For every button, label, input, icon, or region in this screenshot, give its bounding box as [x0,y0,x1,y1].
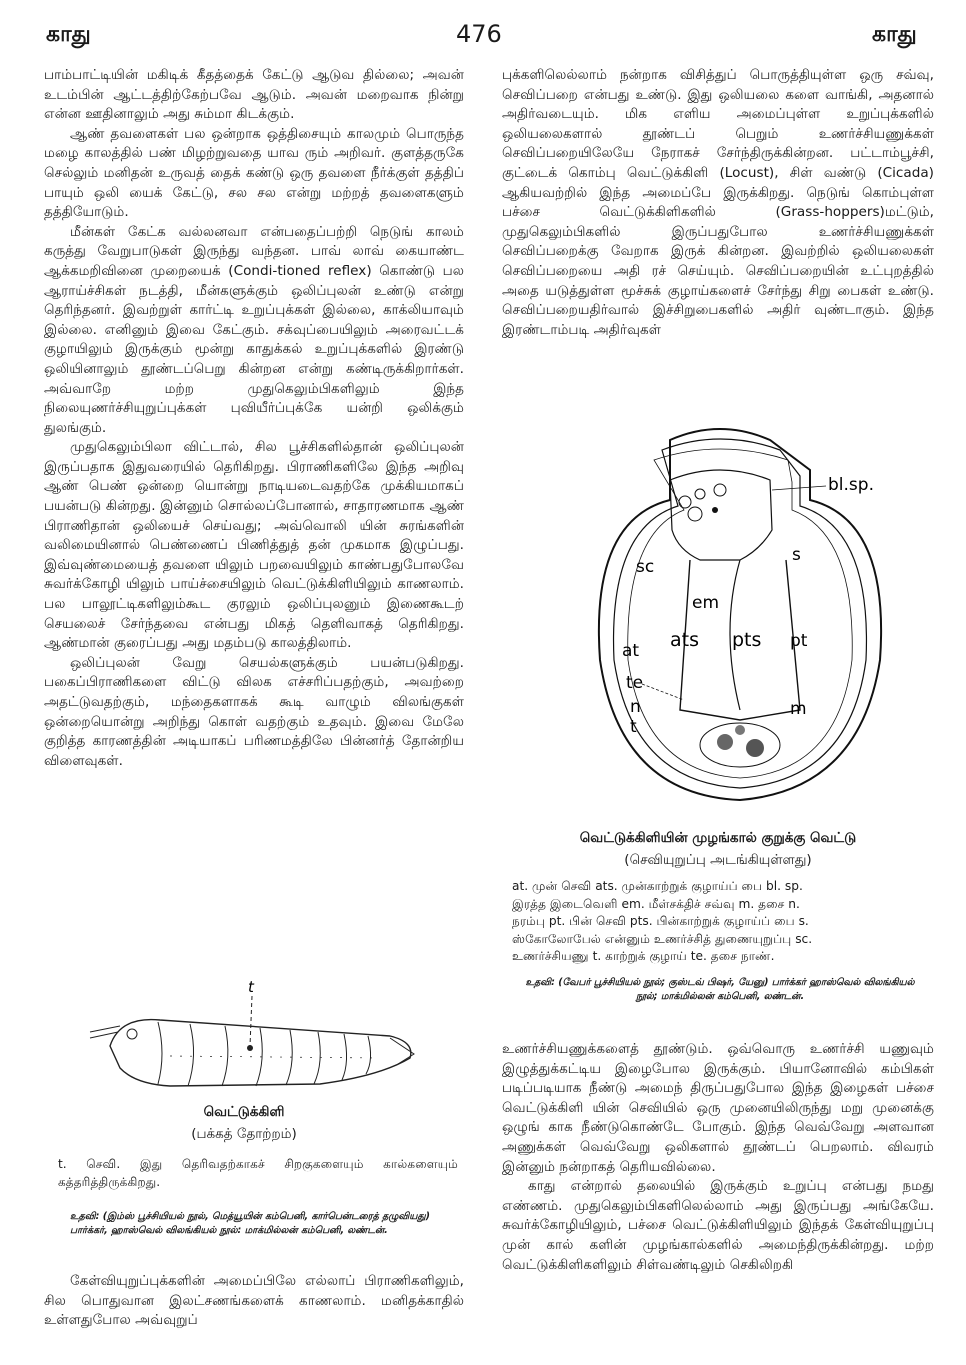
paragraph: பாம்பாட்டியின் மகிடிக் கீதத்தைக் கேட்டு ஆடுவ தில்லை; அவன் உடம்பின் ஆட்டத்திற்கேற்பவே ஆடும். அவன் மறைவாக நின்று என்ன ஊதினாலும் அது சும்மா கிடக்கும். [44,67,464,123]
label-em: em [692,593,720,613]
right-column-bottom-text [502,1040,934,1275]
label-n: n [630,697,641,717]
running-head-left: காது [46,22,91,47]
right-column-top-text [502,66,934,340]
paragraph: மீன்கள் கேட்க வல்லனவா என்பதைப்பற்றி நெடுங் காலம் கருத்து வேறுபாடுகள் இருந்து வந்தன. பாவ் லாவ் கையாண்ட ஆக்கமறிவினை முறையைக் (Condi-tioned reflex) கொண்டு பல ஆராய்ச்சிகள் நடத்தி, மீன்களுக்கும் ஒலிப்புலன் உண்டு என்று தெரிந்தனர். இவற்றுள் கார்ட்டி உறுப்புக்கள் இல்லை, காக்லியாவும் இல்லை. எனினும் இவை கேட்கும். சக்வுப்பையிலும் அரைவட்டக் குழாயிலும் இருக்கும் மூன்று காதுக்கல் உறுப்புக்களில் இரண்டு ஒலியினாலும் தூண்டப்பெறு கின்றன என்று கண்டிருக்கிறார்கள். அவ்வாறே மற்ற முதுகெலும்பிகளிலும் இந்த நிலையுணர்ச்சியுறுப்புக்கள் புவியீர்ப்புக்கே யன்றி ஒலிக்கும் துலங்கும். [44,223,464,436]
paragraph: காது என்றால் தலையில் இருக்கும் உறுப்பு என்பது நமது எண்ணம். முதுகெலும்பிகளிலெல்லாம் அது இருப்பது அங்கேயே. சுவர்க்கோழியிலும், பச்சை வெட்டுக்கிளியிலும் இந்தக் கேள்வியுறுப்பு முன் கால் களின் முழங்கால்களில் அமைந்திருக்கின்றது. மற்ற வெட்டுக்கிளிகளிலும் சிள்வண்டிலும் செகிலிறகி [502,1178,934,1273]
figure-grasshopper [80,976,440,1101]
tibia-section-drawing [560,410,920,820]
figure-note: t. செவி. இது தெரிவதற்காகச் சிறகுகளையும் கால்களையும் கத்தரித்திருக்கிறது. [58,1157,458,1189]
left-column-closing [44,1272,464,1331]
legend-line: இரத்த இடைவெளி em. மீள்சக்திச் சவ்வு m. தசை n. [512,896,800,911]
label-sc: sc [636,557,655,577]
label-ats: ats [670,629,699,651]
legend-line: at. முன் செவி ats. முன்காற்றுக் குழாய்ப் பை bl. sp. [512,879,803,893]
figure-subcaption: (பக்கத் தோற்றம்) [191,1126,297,1142]
figure-caption: வெட்டுக்கிளியின் முழங்கால் குறுக்கு வெட்டு [579,830,857,846]
label-te: te [626,673,644,693]
label-at: at [622,641,640,661]
figure-tibia-section [560,410,920,820]
label-s: s [792,545,801,565]
label-t: t [630,717,637,737]
label-pts: pts [732,629,762,651]
left-column-text [44,66,464,771]
grasshopper-drawing [80,976,440,1101]
running-head-right: காது [872,22,917,47]
paragraph: ஒலிப்புலன் வேறு செயல்களுக்கும் பயன்படுகிறது. பகைப்பிராணிகளை விட்டு விலக எச்சரிப்பதற்கும், அவற்றை அதட்டுவதற்கும், மந்தைகளாகக் கூடி வாழும் விலங்குகள் ஒன்றையொன்று அறிந்து கொள் வதற்கும் உதவும். இவை மேலே குறித்த காரணத்தின் அடியாகப் பரிணமத்திலே பின்னர்த் தோன்றிய விளைவுகள். [44,654,464,769]
figure-caption: வெட்டுக்கிளி [203,1104,285,1120]
paragraph: உணர்ச்சியணுக்களைத் தூண்டும். ஒவ்வொரு உணர்ச்சி யணுவும் இழுத்துக்கட்டிய இழைபோல இருக்கும். பியானோவில் கம்பிகள் படிப்படியாக நீண்டு அமைந் திருப்பதுபோல இந்த இழைகள் பச்சை வெட்டுக்கிளி யின் செவியில் ஒரு முனையிலிருந்து மறு முனைக்கு ஒழுங் காக நீண்டுகொண்டே போகும். இந்த வெவ்வேறு அளவான அணுக்கள் வெவ்வேறு ஒலிகளால் தூண்டப் பெறலாம். விவரம் இன்னும் நன்றாகத் தெரியவில்லை. [502,1041,934,1175]
paragraph: கேள்வியுறுப்புக்களின் அமைப்பிலே எல்லாப் பிராணிகளிலும், சில பொதுவான இலட்சணங்களைக் காணலாம். மனிதக்காதில் உள்ளதுபோல அவ்வுறுப் [44,1273,464,1329]
figure-credit: உதவி: (இம்ஸ் பூச்சியியல் நூல், மெத்யூயின் கம்பெனி, கார்பென்டரைத் தழுவியது) பார்க்கர், ஹாஸ்வெல் விலங்கியல் நூல்: மாக்மில்லன் கம்பெனி, லண்டன். [70,1211,430,1236]
label-blsp: bl.sp. [828,475,874,495]
paragraph: புக்களிலெல்லாம் நன்றாக விசித்துப் பொருத்தியுள்ள ஒரு சவ்வு, செவிப்பறை என்பது உண்டு. இது ஒலியலை களை வாங்கி, அதனால் அதிர்வடையும். மிக எளிய அமைப்புள்ள உறுப்புக்களில் ஒலியலைகளால் தூண்டப் பெறும் உணர்ச்சியணுக்கள் செவிப்பறையிலேயே நேராகச் சேர்ந்திருக்கின்றன. பட்டாம்பூச்சி, குட்டைக் கொம்பு வெட்டுக்கிளி (Locust), சிள் வண்டு (Cicada) ஆகியவற்றில் இந்த அமைப்பே இருக்கிறது. நெடுங் கொம்புள்ள பச்சை வெட்டுக்கிளிகளில் (Grass-hoppers)மட்டும், முதுகெலும்பிகளில் இருப்பதுபோல உணர்ச்சியணுக்கள் செவிப்பறைக்கு வேறாக இருக் கின்றன. இவற்றில் ஒலியலைகள் செவிப்பறையை அதி ரச் செய்யும். செவிப்பறையின் உட்புறத்தில் அதை யடுத்துள்ள மூச்சுக் குழாய்களைச் சேர்ந்து சிறு பைகள் உண்டு. செவிப்பறையதிர்வால் இச்சிறுபைகளில் அதிர் வுண்டாகும். இந்த இரண்டாம்படி அதிர்வுகள் [502,67,934,338]
figure-marker-t: t [248,978,254,996]
figure-legend [512,878,932,966]
paragraph: முதுகெலும்பிலா விட்டால், சில பூச்சிகளில்தான் ஒலிப்புலன் இருப்பதாக இதுவரையில் தெரிகிறது. பிராணிகளிலே இந்த அறிவு ஆண் பெண் ஒன்றை யொன்று நாடியடைவதற்கே முக்கியமாகப் பயன்படு கின்றது. இன்னும் சொல்லப்போனால், சாதாரணமாக ஆண் பிராணிதான் ஒலியைச் செய்வது; அவ்வொலி யின் சுரங்களின் வலிமையினால் பெண்ணைப் பிணித்துத் தன் முகமாக இழுப்பது. இவ்வுண்மையைத் தவளை யிலும் பறவையிலும் காண்பதுபோலவே சுவர்க்கோழி யிலும் பாய்ச்சையிலும் வெட்டுக்கிளியிலும் காணலாம். பல பாலூட்டிகளிலும்கூட குரலும் ஒலிப்புலனும் இணைகூடற் செயலைச் சேர்ந்தவை என்பது மிகத் தெளிவாகத் தெரிகிறது. ஆண்மான் குரைப்பது அது மதம்படு காலத்திலாம். [44,439,464,652]
legend-line: ஸ்கோலோபேல் என்னும் உணர்ச்சித் துணையுறுப்பு sc. [512,931,813,946]
figure-subcaption: (செவியுறுப்பு அடங்கியுள்ளது) [624,852,812,868]
label-m: m [790,699,807,719]
legend-line: நரம்பு pt. பின் செவி pts. பின்காற்றுக் குழாய்ப் பை s. [512,914,809,928]
label-pt: pt [790,631,808,651]
paragraph: ஆண் தவளைகள் பல ஒன்றாக ஒத்திசையும் காலமும் பொருந்த மழை காலத்தில் பண் மிழற்றுவதை யாவ ரும் அறிவர். குளத்தருகே செல்லும் மனிதன் உருவத் தைக் கண்டு ஒரு தவளை நீர்க்குள் தத்திப் பாயும் ஒலி யைக் கேட்டு, சல சல என்று மற்றத் தவளைகளும் தத்தியோடும். [44,125,464,221]
figure-credit: உதவி: (வேபர் பூச்சியியல் நூல்; குஸ்டவ் பிஷர், யேனு) பார்க்கர் ஹாஸ்வெல் விலங்கியல் நூல்; மாக்மில்லன் கம்பெனி, லண்டன். [525,977,915,1002]
legend-line: உணர்ச்சியணு t. காற்றுக் குழாய் te. தசை நாண். [512,949,775,963]
page-number: 476 [456,20,502,48]
